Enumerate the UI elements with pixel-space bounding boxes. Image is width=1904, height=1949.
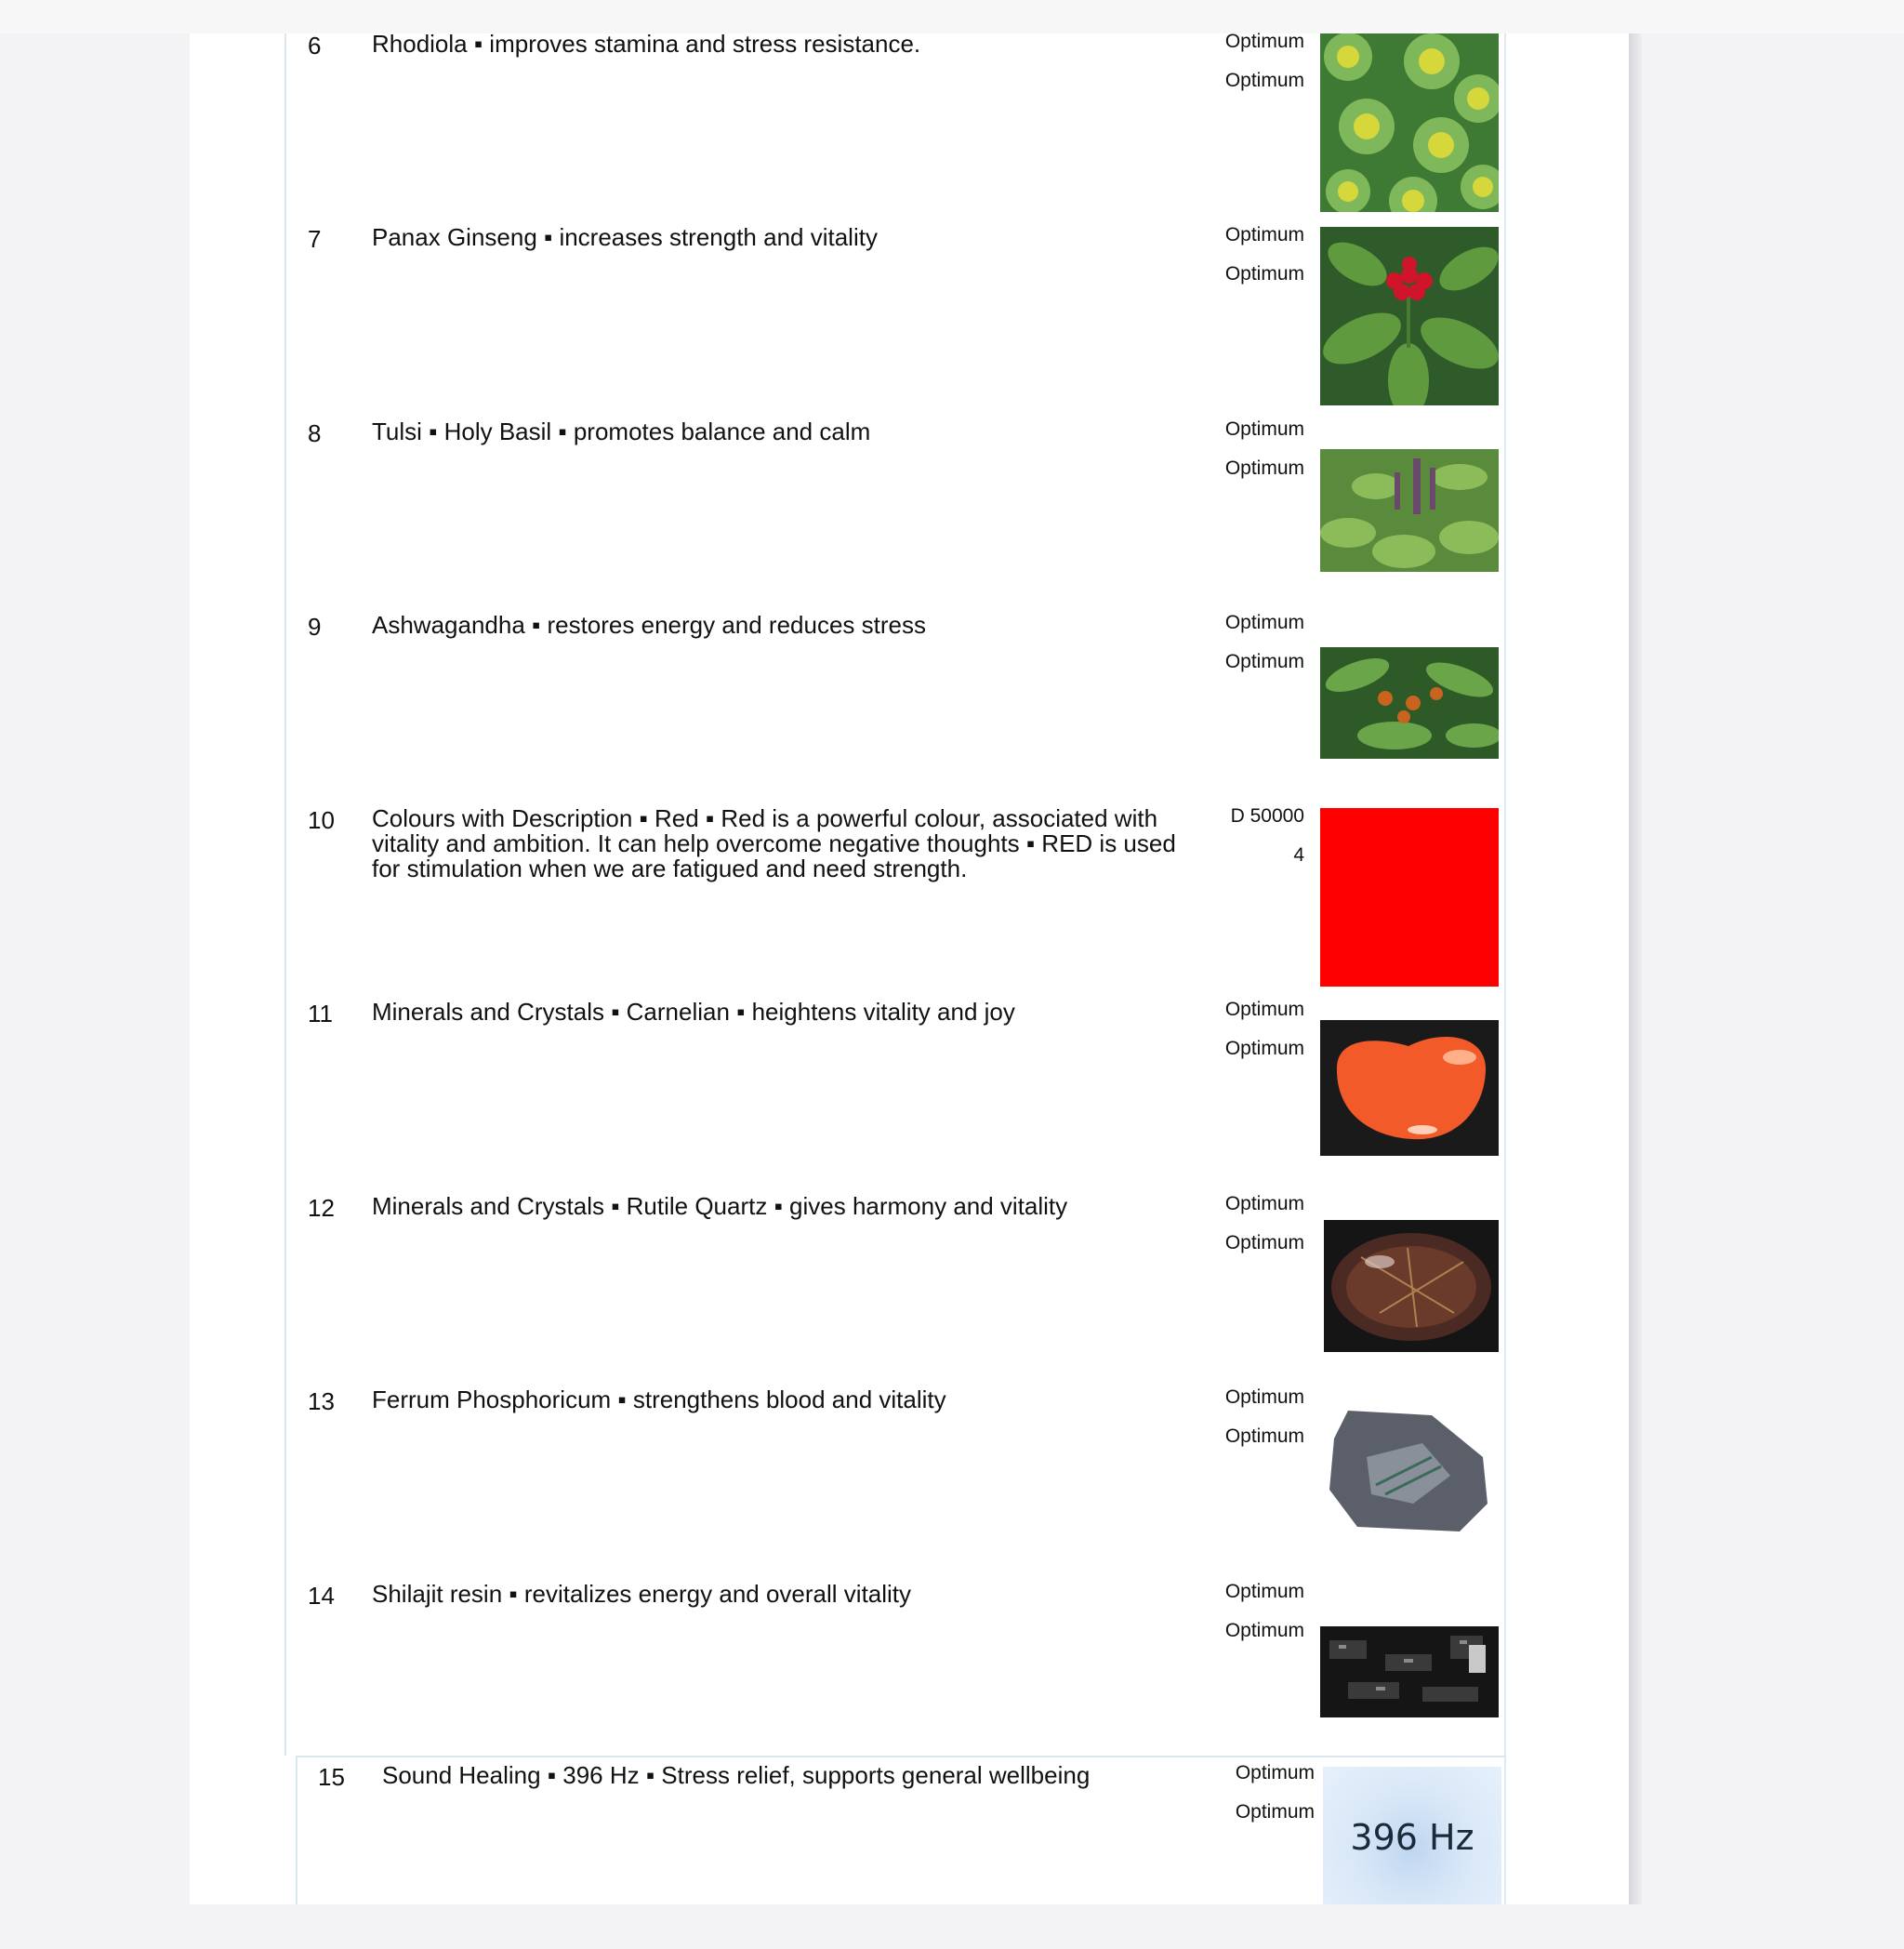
row-number: 12 xyxy=(308,1194,335,1222)
row-value-1: Optimum xyxy=(1224,1581,1304,1602)
row-value-2: 4 xyxy=(1293,844,1304,866)
ferrum-mineral-image xyxy=(1320,1401,1499,1541)
table-row xyxy=(0,419,1904,605)
row-value-2: Optimum xyxy=(1224,1232,1304,1253)
row-value-2: Optimum xyxy=(1224,651,1304,672)
table-row xyxy=(0,806,1904,992)
row-value-1: Optimum xyxy=(1235,1762,1315,1783)
row-number: 7 xyxy=(308,225,322,253)
row-value-1: Optimum xyxy=(1224,1193,1304,1214)
sound-396hz-image xyxy=(1323,1767,1501,1904)
row-number: 8 xyxy=(308,419,322,447)
top-strip xyxy=(0,0,1904,33)
ginseng-image xyxy=(1320,227,1499,405)
row-description: Tulsi ▪ Holy Basil ▪ promotes balance and calm xyxy=(372,418,871,445)
row-description: Rhodiola ▪ improves stamina and stress resistance. xyxy=(372,30,921,58)
row-description: Ashwagandha ▪ restores energy and reduces stress xyxy=(372,611,926,639)
row-value-1: Optimum xyxy=(1224,1386,1304,1408)
row-number: 6 xyxy=(308,32,322,60)
red-color-swatch xyxy=(1320,808,1499,987)
carnelian-image xyxy=(1320,1020,1499,1156)
table-row xyxy=(0,1000,1904,1186)
table-row xyxy=(0,1582,1904,1768)
row-description: Minerals and Crystals ▪ Carnelian ▪ heightens vitality and joy xyxy=(372,998,1015,1026)
row-description: Sound Healing ▪ 396 Hz ▪ Stress relief, supports general wellbeing xyxy=(382,1761,1091,1789)
row-value-1: Optimum xyxy=(1224,999,1304,1020)
row-value-1: Optimum xyxy=(1224,31,1304,52)
row-description: Colours with Description ▪ Red ▪ Red is a powerful colour, associated with vitality and ambition. It can help overcome negative thoughts ▪ RED is used for stimulation when we are fatigued and need strength. xyxy=(372,804,1176,882)
row-value-1: Optimum xyxy=(1224,612,1304,633)
row-number: 13 xyxy=(308,1387,335,1415)
row-description: Ferrum Phosphoricum ▪ strengthens blood and vitality xyxy=(372,1386,946,1413)
row-description: Panax Ginseng ▪ increases strength and vitality xyxy=(372,223,878,251)
row-value-1: Optimum xyxy=(1224,224,1304,245)
row-value-2: Optimum xyxy=(1224,457,1304,479)
ashwagandha-image xyxy=(1320,647,1499,759)
rutile-quartz-image xyxy=(1324,1220,1499,1352)
row-description: Minerals and Crystals ▪ Rutile Quartz ▪ gives harmony and vitality xyxy=(372,1192,1068,1220)
table-row xyxy=(0,1387,1904,1573)
row-value-2: Optimum xyxy=(1224,1038,1304,1059)
row-number: 9 xyxy=(308,613,322,641)
row-number: 14 xyxy=(308,1582,335,1610)
table-row xyxy=(0,613,1904,799)
table-row xyxy=(0,225,1904,411)
row-description: Shilajit resin ▪ revitalizes energy and overall vitality xyxy=(372,1580,912,1608)
shilajit-image xyxy=(1320,1626,1499,1717)
row-number: 11 xyxy=(308,1000,333,1028)
table-row xyxy=(10,1763,1904,1949)
row-value-1: Optimum xyxy=(1224,418,1304,440)
row-value-2: Optimum xyxy=(1224,263,1304,285)
tulsi-image xyxy=(1320,449,1499,572)
row-number: 15 xyxy=(318,1763,345,1791)
table-row xyxy=(0,1194,1904,1380)
row-number: 10 xyxy=(308,806,335,834)
row-value-2: Optimum xyxy=(1235,1801,1315,1823)
row-value-2: Optimum xyxy=(1224,1620,1304,1641)
rhodiola-image xyxy=(1320,33,1499,212)
row-value-1: D 50000 xyxy=(1230,805,1304,827)
frequency-label: 396 Hz xyxy=(1350,1817,1474,1858)
table-row xyxy=(0,32,1904,218)
row-value-2: Optimum xyxy=(1224,1425,1304,1447)
row-value-2: Optimum xyxy=(1224,70,1304,91)
